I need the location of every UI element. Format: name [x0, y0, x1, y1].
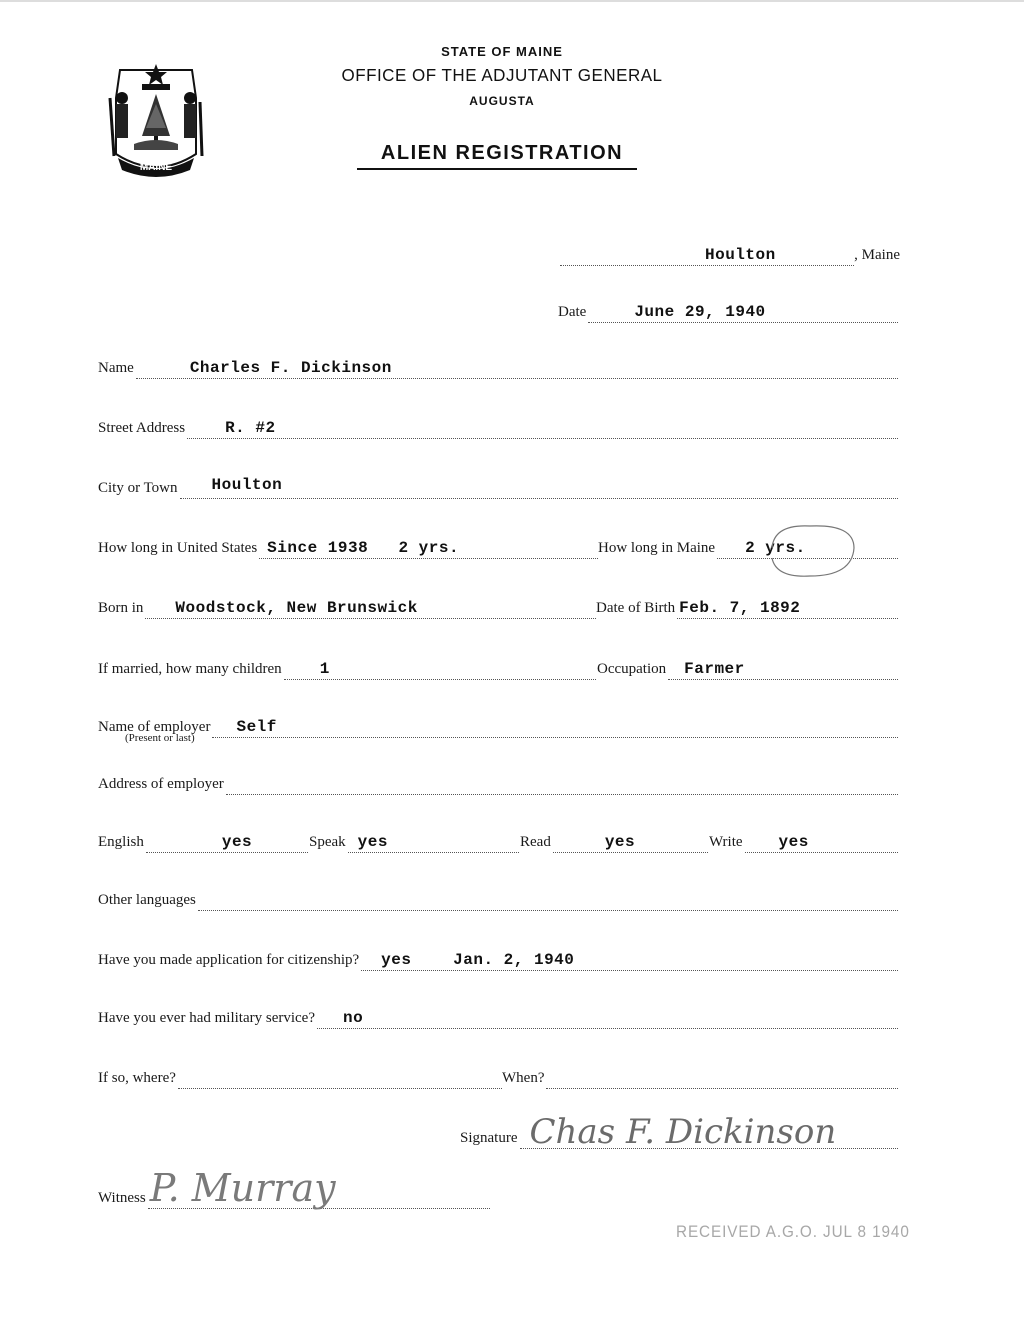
- name-field: [136, 358, 898, 379]
- how-long-us-label: How long in United States: [98, 540, 258, 556]
- place-field: [560, 245, 854, 266]
- top-edge: [0, 0, 1024, 2]
- street-label: Street Address: [98, 420, 186, 436]
- seal-banner-text: MAINE: [139, 162, 173, 173]
- other-languages-label: Other languages: [98, 892, 196, 908]
- date-row: [558, 299, 898, 323]
- header-office: OFFICE OF THE ADJUTANT GENERAL: [341, 65, 663, 86]
- name-row: [98, 355, 898, 379]
- born-value: Woodstock, New Brunswick: [175, 599, 418, 617]
- born-label: Born in: [98, 600, 144, 616]
- employer-row: [98, 714, 898, 738]
- write-field: [745, 832, 898, 853]
- speak-field: [348, 832, 519, 853]
- street-row: [98, 415, 898, 439]
- born-row: [98, 595, 596, 619]
- when-field: [546, 1068, 898, 1089]
- where-row: [98, 1065, 502, 1089]
- read-field: [553, 832, 708, 853]
- other-languages-field: [198, 890, 898, 911]
- children-label: If married, how many children: [98, 661, 282, 677]
- children-value: 1: [319, 660, 330, 678]
- witness-field: [148, 1166, 490, 1210]
- employer-field: [212, 717, 898, 738]
- other-languages-row: [98, 887, 898, 911]
- english-field: [146, 832, 308, 853]
- employer-sublabel: (Present or last): [125, 732, 195, 744]
- signature-label: Signature: [460, 1130, 518, 1146]
- where-field: [178, 1068, 502, 1089]
- how-long-us-field: [259, 538, 598, 559]
- title-underline: [357, 168, 637, 170]
- when-label: When?: [502, 1070, 545, 1086]
- children-field: [284, 659, 596, 680]
- how-long-us-value: Since 1938 2 yrs.: [267, 539, 460, 557]
- employer-value: Self: [236, 718, 277, 736]
- read-label: Read: [520, 834, 551, 850]
- name-value: Charles F. Dickinson: [189, 359, 392, 377]
- write-label: Write: [709, 834, 743, 850]
- citizenship-value: yes: [381, 951, 412, 969]
- name-label: Name: [98, 360, 134, 376]
- witness-label: Witness: [98, 1190, 146, 1206]
- employer-label: Name of employer: [98, 719, 211, 735]
- read-row: [520, 829, 708, 853]
- write-row: [709, 829, 898, 853]
- employer-address-label: Address of employer: [98, 776, 224, 792]
- place-suffix: , Maine: [854, 247, 900, 263]
- occupation-field: [668, 659, 898, 680]
- occupation-label: Occupation: [597, 661, 667, 677]
- witness-handwriting: P. Murray: [149, 1166, 336, 1210]
- street-value: R. #2: [225, 419, 276, 437]
- date-field: [588, 302, 898, 323]
- dob-value: Feb. 7, 1892: [679, 599, 801, 617]
- citizenship-field: [361, 950, 898, 971]
- read-value: yes: [604, 833, 636, 851]
- born-field: [145, 598, 596, 619]
- where-label: If so, where?: [98, 1070, 176, 1086]
- occupation-value: Farmer: [684, 660, 745, 678]
- citizenship-date: Jan. 2, 1940: [453, 951, 575, 969]
- how-long-maine-label: How long in Maine: [598, 540, 716, 556]
- city-value: Houlton: [211, 476, 283, 494]
- military-label: Have you ever had military service?: [98, 1010, 315, 1026]
- english-label: English: [98, 834, 144, 850]
- military-value: no: [343, 1009, 364, 1027]
- city-field: [180, 478, 898, 499]
- occupation-row: [597, 656, 898, 680]
- handdrawn-circle-mark: [762, 518, 862, 582]
- when-row: [502, 1065, 898, 1089]
- received-stamp: RECEIVED A.G.O. JUL 8 1940: [676, 1222, 910, 1241]
- speak-row: [309, 829, 519, 853]
- employer-address-row: [98, 771, 898, 795]
- dob-field: [677, 598, 898, 619]
- form-title: ALIEN REGISTRATION: [380, 142, 624, 164]
- english-row: [98, 829, 308, 853]
- header-state: STATE OF MAINE: [441, 44, 563, 59]
- witness-row: [98, 1166, 490, 1210]
- dob-row: [596, 595, 898, 619]
- citizenship-label: Have you made application for citizenship?: [98, 952, 360, 968]
- speak-value: yes: [357, 833, 388, 851]
- citizenship-row: [98, 947, 898, 971]
- place-value: Houlton: [705, 246, 776, 264]
- english-value: yes: [221, 833, 253, 851]
- speak-label: Speak: [309, 834, 346, 850]
- dob-label: Date of Birth: [596, 600, 676, 616]
- signature-row: [460, 1112, 898, 1152]
- how-long-us-row: [98, 535, 598, 559]
- children-row: [98, 656, 596, 680]
- signature-handwriting: Chas F. Dickinson: [529, 1112, 837, 1152]
- place-row: [558, 242, 900, 266]
- write-value: yes: [778, 833, 809, 851]
- date-value: June 29, 1940: [634, 303, 766, 321]
- date-label: Date: [558, 304, 587, 320]
- military-field: [317, 1008, 898, 1029]
- military-row: [98, 1005, 898, 1029]
- employer-address-field: [226, 774, 898, 795]
- header-city: AUGUSTA: [469, 94, 535, 108]
- how-long-maine-value: 2 yrs.: [745, 539, 806, 557]
- city-row: [98, 475, 898, 499]
- city-label: City or Town: [98, 480, 178, 496]
- street-field: [187, 418, 898, 439]
- signature-field: [520, 1112, 899, 1152]
